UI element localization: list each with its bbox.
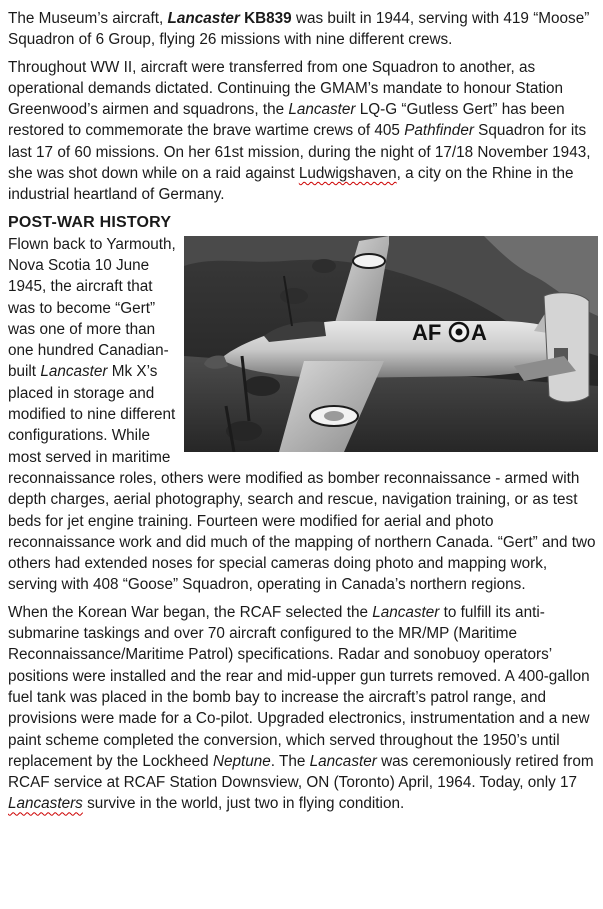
aircraft-name: Lancaster (309, 752, 377, 770)
fuselage-roundel-center (456, 328, 463, 335)
misspelled-word: Lancasters (8, 795, 83, 813)
text-run: Flown back to Yarmouth, Nova Scotia 10 June 1945, the aircraft that was to become “Gert” was one of more than one hundred Canadian-built (8, 235, 176, 381)
post-war-section (8, 234, 598, 596)
text-run: Throughout WW II, aircraft were transferred from one Squadron to another, as operational demands dictated. Continuing the GMAM’s mandate to honour Station Greenwood’s airmen and squadrons, the (8, 58, 563, 119)
text-run: When the Korean War began, the RCAF selected the (8, 603, 373, 621)
fuselage-code-left: AF (412, 319, 442, 345)
text-run: , a city on the Rhine in the industrial heartland of Germany. (8, 165, 574, 204)
section-heading: POST-WAR HISTORY (8, 213, 172, 231)
korean-war-paragraph (8, 602, 598, 815)
text-run: LQ-G “Gutless Gert” has been restored to commemorate the brave wartime crews of 405 (8, 101, 565, 140)
history-paragraph (8, 57, 598, 206)
lancaster-aircraft-photo (184, 236, 598, 452)
text-run: . The (270, 752, 310, 770)
aircraft-name: Neptune (212, 752, 271, 770)
aircraft-name: Lancaster (372, 603, 440, 621)
wing-roundel (353, 254, 385, 268)
aircraft-name: Lancaster (167, 10, 240, 27)
text-run: The Museum’s aircraft, (8, 10, 168, 27)
fuselage-code-right: A (471, 319, 487, 345)
aircraft-serial: KB839 (239, 10, 292, 27)
misspelled-word: Ludwigshaven (298, 165, 397, 183)
text-run: survive in the world, just two in flying condition. (82, 795, 405, 813)
engine-nacelle (312, 259, 336, 273)
text-run: was ceremoniously retired from RCAF service at RCAF Station Downsview, ON (Toronto) April, 1964. Today, only 17 (8, 752, 594, 792)
aircraft-name: Lancaster (40, 363, 108, 381)
aircraft-name: Lancaster (288, 101, 356, 119)
text-run: to fulfill its anti-submarine taskings and over 70 aircraft configured to the MR/MP (Maritime Reconnaissance/Maritime Patrol) specifications. Radar and sonobuoy operators’ positions were installed and the rear and mid-upper gun turrets removed. A 400-gallon fuel tank was placed in the bomb bay to increase the aircraft’s patrol range, and provisions were made for a Co-pilot. Upgraded electronics, instrumentation and a new paint scheme completed the conversion, which served throughout the 1950’s until replacement by the Lockheed (8, 603, 590, 770)
intro-paragraph (8, 8, 598, 51)
text-run: Squadron for its last 17 of 60 missions. On her 61st mission, during the night of 17/18 November 1943, she was shot down while on a raid against (8, 122, 591, 183)
engine-nacelle (280, 288, 308, 304)
wing-roundel-center (324, 411, 344, 421)
squadron-name: Pathfinder (404, 122, 474, 140)
text-run: was built in 1944, serving with 419 “Moose” Squadron of 6 Group, flying 26 missions with nine different crews. (8, 10, 590, 49)
tail-fin (544, 292, 589, 401)
engine-nacelle (244, 376, 280, 396)
text-run: Mk X’s placed in storage and modified to nine different configurations. While most served in maritime reconnaissance roles, others were modified as bomber reconnaissance - armed with depth charges, aerial photography, search and rescue, navigation training, or as test beds for jet engine training. Fourteen were modified for aerial and photo reconnaissance work and did much of the mapping of northern Canada. “Gert” and two others had extended noses for special cameras doing photo and mapping work, serving with 408 “Goose” Squadron, operating in Canada’s northern regions. (8, 363, 596, 594)
document-page (8, 8, 598, 821)
